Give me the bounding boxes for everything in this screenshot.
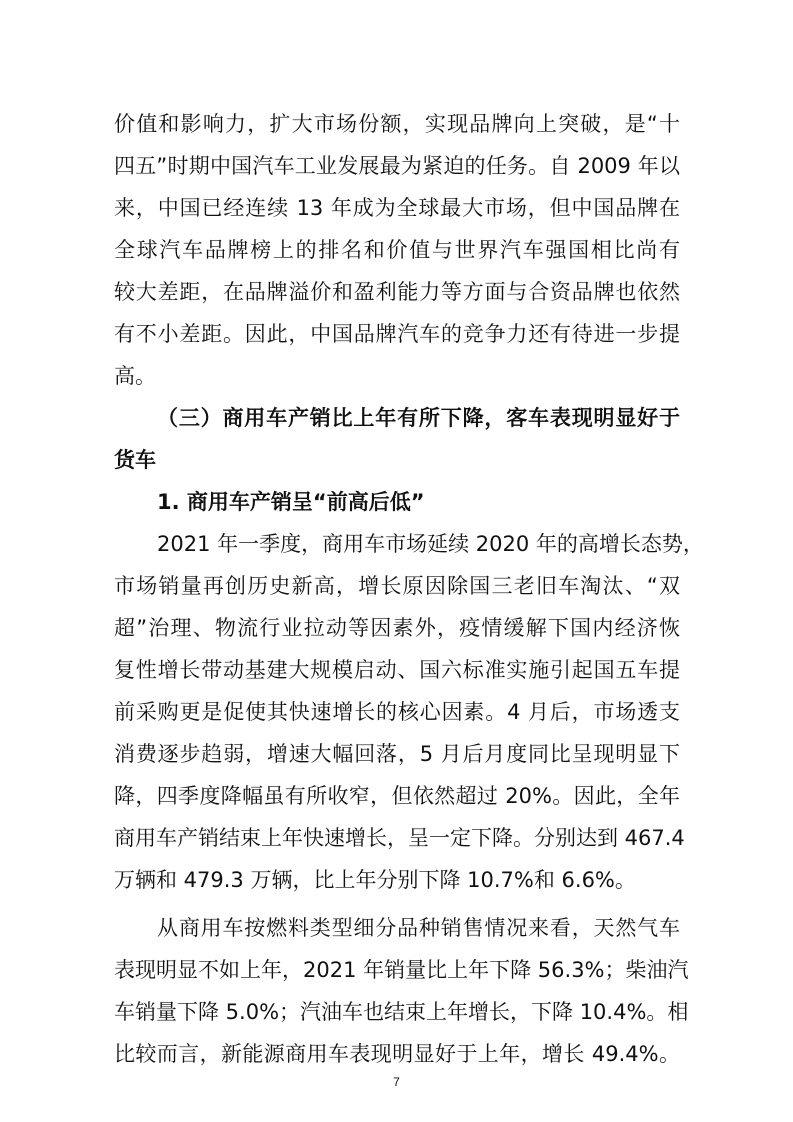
paragraph-2-line-7: 降，四季度降幅虽有所收窄，但依然超过 20%。因此，全年 — [114, 784, 680, 808]
paragraph-1-line-7: 高。 — [114, 364, 156, 388]
paragraph-3-line-2: 表现明显不如上年，2021 年销量比上年下降 56.3%；柴油汽 — [114, 958, 689, 982]
subsection-heading: 1. 商用车产销呈“前高后低” — [157, 490, 425, 514]
paragraph-2-line-2: 市场销量再创历史新高，增长原因除国三老旧车淘汰、“双 — [114, 574, 680, 598]
paragraph-3-line-3: 车销量下降 5.0%；汽油车也结束上年增长，下降 10.4%。相 — [114, 1000, 689, 1024]
paragraph-1-line-1: 价值和影响力，扩大市场份额，实现品牌向上突破，是“十 — [114, 112, 680, 136]
paragraph-2-line-3: 超”治理、物流行业拉动等因素外，疫情缓解下国内经济恢 — [114, 616, 680, 640]
paragraph-2-line-6: 消费逐步趋弱，增速大幅回落，5 月后月度同比呈现明显下 — [114, 742, 680, 766]
paragraph-2-line-1: 2021 年一季度，商用车市场延续 2020 年的高增长态势， — [157, 532, 704, 556]
paragraph-3-line-1: 从商用车按燃料类型细分品种销售情况来看，天然气车 — [157, 916, 680, 940]
paragraph-1-line-5: 较大差距，在品牌溢价和盈利能力等方面与合资品牌也依然 — [114, 280, 680, 304]
paragraph-2-line-9: 万辆和 479.3 万辆，比上年分别下降 10.7%和 6.6%。 — [114, 868, 636, 892]
section-heading-line-1: （三）商用车产销比上年有所下降，客车表现明显好于 — [157, 406, 680, 430]
paragraph-1-line-3: 来，中国已经连续 13 年成为全球最大市场，但中国品牌在 — [114, 196, 680, 220]
paragraph-2-line-8: 商用车产销结束上年快速增长，呈一定下降。分别达到 467.4 — [114, 826, 685, 850]
paragraph-1-line-2: 四五”时期中国汽车工业发展最为紧迫的任务。自 2009 年以 — [114, 154, 680, 178]
paragraph-2-line-5: 前采购更是促使其快速增长的核心因素。4 月后，市场透支 — [114, 700, 680, 724]
paragraph-2-line-4: 复性增长带动基建大规模启动、国六标准实施引起国五车提 — [114, 658, 680, 682]
paragraph-3-line-4: 比较而言，新能源商用车表现明显好于上年，增长 49.4%。 — [114, 1042, 680, 1066]
paragraph-1-line-4: 全球汽车品牌榜上的排名和价值与世界汽车强国相比尚有 — [114, 238, 680, 262]
page-number: 7 — [393, 1075, 400, 1089]
paragraph-1-line-6: 有不小差距。因此，中国品牌汽车的竞争力还有待进一步提 — [114, 322, 680, 346]
section-heading-line-2: 货车 — [114, 448, 156, 472]
